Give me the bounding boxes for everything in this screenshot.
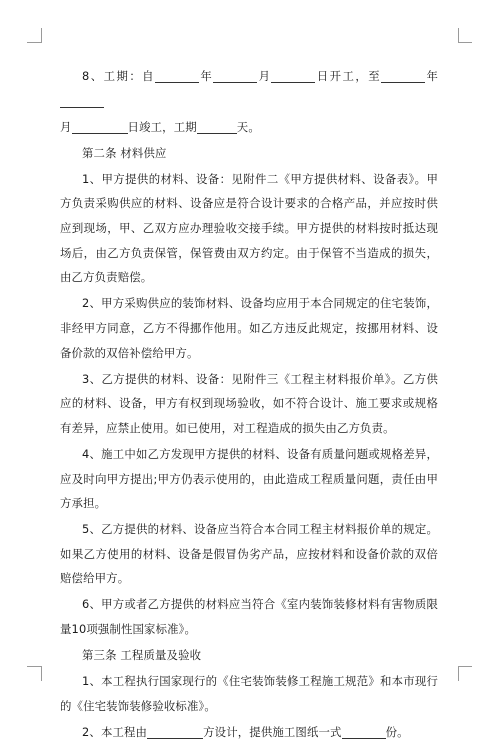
crop-mark-top-left-v [41, 28, 42, 43]
article3-heading: 第三条 工程质量及验收 [82, 648, 202, 663]
blank-start-day [271, 68, 315, 83]
item8-line2: 月 日竣工，工期 天。 [60, 119, 260, 134]
article2-clause5: 5、乙方提供的材料、设备应当符合本合同工程主材料报价单的规定。如果乙方使用的材料、设备是假冒伪劣产品，应按材料和设备价款的双倍赔偿给甲方。 [60, 522, 438, 586]
crop-mark-bottom-left-h [27, 666, 41, 667]
document-body [60, 64, 438, 746]
blank-end-year [381, 68, 425, 83]
article2-clause6: 6、甲方或者乙方提供的材料应当符合《室内装饰装修材料有害物质限量10项强制性国家标准》。 [60, 597, 438, 637]
article3-clause1: 1、本工程执行国家现行的《住宅装饰装修工程施工规范》和本市现行的《住宅装饰装修验收标准》。 [60, 674, 438, 713]
blank-designer [147, 724, 203, 739]
crop-mark-top-right-h [458, 42, 472, 43]
crop-mark-top-right-v [458, 28, 459, 43]
crop-mark-bottom-left-v [41, 666, 42, 681]
crop-mark-bottom-right-v [458, 666, 459, 681]
blank-start-year [155, 68, 199, 83]
item8-line1: 8、工期：自 年 月 日开工，至 年 [60, 64, 438, 113]
article2-heading: 第二条 材料供应 [82, 145, 167, 160]
blank-end-day [72, 119, 128, 134]
blank-duration-days [197, 119, 237, 134]
blank-end-month [60, 93, 104, 108]
blank-start-month [213, 68, 257, 83]
article2-clause1: 1、甲方提供的材料、设备：见附件二《甲方提供材料、设备表》。甲方负责采购供应的材料、设备应是符合设计要求的合格产品，并应按时供应到现场，甲、乙双方应办理验收交接手续。甲方提供的材料按时抵达现场后，由乙方负责保管，保管费由双方约定。由于保管不当造成的损失，由乙方负责赔偿。 [60, 171, 438, 285]
crop-mark-top-left-h [27, 42, 41, 43]
article2-clause4: 4、施工中如乙方发现甲方提供的材料、设备有质量问题或规格差异，应及时向甲方提出;甲方仍表示使用的，由此造成工程质量问题，责任由甲方承担。 [60, 446, 438, 511]
article3-clause2: 2、本工程由 方设计，提供施工图纸一式 份。 [82, 724, 409, 739]
blank-copies [342, 724, 386, 739]
crop-mark-bottom-right-h [458, 666, 472, 667]
article2-clause2: 2、甲方采购供应的装饰材料、设备均应用于本合同规定的住宅装饰，非经甲方同意，乙方不得挪作他用。如乙方违反此规定，按挪用材料、设备价款的双倍补偿给甲方。 [60, 296, 438, 360]
article2-clause3: 3、乙方提供的材料、设备：见附件三《工程主材料报价单》。乙方供应的材料、设备，甲方有权到现场验收，如不符合设计、施工要求或规格有差异，应禁止使用。如已使用，对工程造成的损失由乙方负责。 [60, 371, 438, 435]
